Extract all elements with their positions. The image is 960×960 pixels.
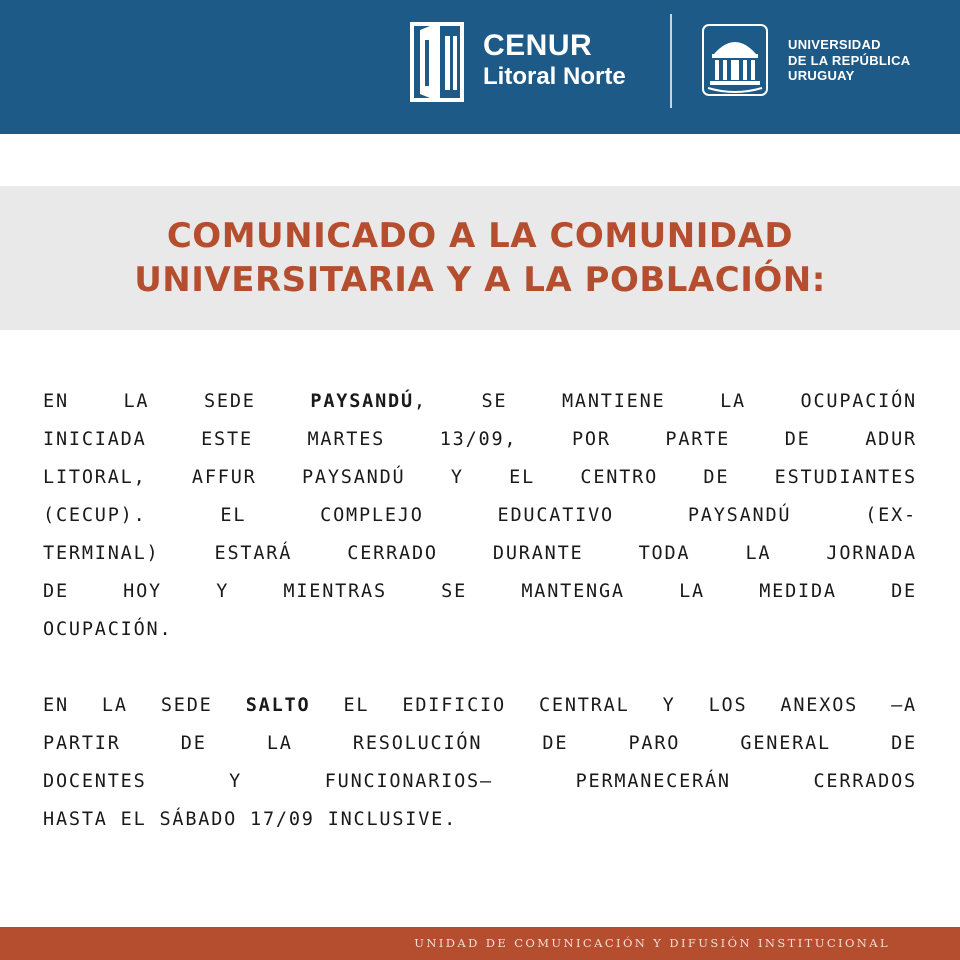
footer-text: UNIDAD DE COMUNICACIÓN Y DIFUSIÓN INSTITUCIONAL [414,936,890,950]
header-divider [670,14,672,108]
paragraph-line [43,383,917,421]
university-name-line: UNIVERSIDAD [788,37,881,52]
title-line: COMUNICADO A LA COMUNIDAD [166,216,794,256]
paragraph-line: DOCENTES Y FUNCIONARIOS– PERMANECERÁN CERRADOS [43,771,917,792]
paragraph-paysandu [43,383,917,649]
paragraph-line: (CECUP). EL COMPLEJO EDUCATIVO PAYSANDÚ (EX- [43,505,917,526]
paragraph-line: DE HOY Y MIENTRAS SE MANTENGA LA MEDIDA DE [43,581,917,602]
cenur-wordmark [483,30,626,92]
paragraph-line: PARTIR DE LA RESOLUCIÓN DE PARO GENERAL DE [43,733,917,754]
paragraph-line: HASTA EL SÁBADO 17/09 INCLUSIVE. [43,809,458,830]
paragraph-line: TERMINAL) ESTARÁ CERRADO DURANTE TODA LA JORNADA [43,543,917,564]
university-seal-icon [702,24,768,96]
cenur-title: CENUR [483,29,593,62]
text-span: , SE MANTIENE LA OCUPACIÓN [413,391,917,412]
university-name [788,37,910,84]
paragraph-salto [43,687,917,839]
cenur-subtitle: Litoral Norte [483,63,626,90]
paragraph-line: LITORAL, AFFUR PAYSANDÚ Y EL CENTRO DE ESTUDIANTES [43,467,917,488]
paragraph-line [43,687,917,725]
location-paysandu: PAYSANDÚ [310,391,414,412]
title-line: UNIVERSITARIA Y A LA POBLACIÓN: [134,260,826,300]
footer-bar [0,927,960,960]
paragraph-line: OCUPACIÓN. [43,619,173,640]
title-band [0,186,960,330]
header-bar [0,0,960,134]
paragraph-line: INICIADA ESTE MARTES 13/09, POR PARTE DE ADUR [43,429,917,450]
cenur-logo-icon [410,18,464,106]
text-span: EN LA SEDE [43,695,246,716]
text-span: EN LA SEDE [43,391,311,412]
location-salto: SALTO [245,695,311,716]
university-name-line: URUGUAY [788,68,855,83]
text-span: EL EDIFICIO CENTRAL Y LOS ANEXOS –A [310,695,917,716]
university-name-line: DE LA REPÚBLICA [788,52,911,68]
